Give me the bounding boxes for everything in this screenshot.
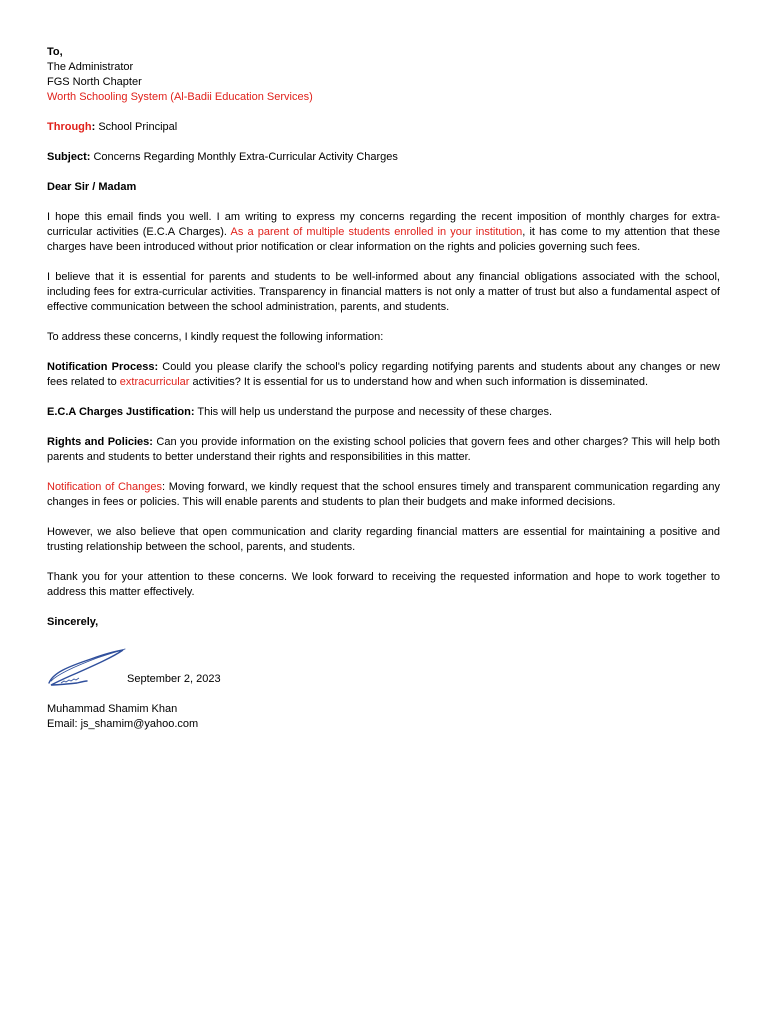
item-notification-changes-text: : Moving forward, we kindly request that the school ensures timely and transparent communication regarding any changes in fees or policies. This will enable parents and students to plan their budgets and make informed decisions.: [47, 481, 721, 508]
item-eca-justification-text: This will help us understand the purpose and necessity of these charges.: [194, 406, 553, 418]
item-notification-changes: [47, 480, 720, 510]
paragraph-request: To address these concerns, I kindly request the following information:: [47, 331, 384, 343]
recipient-address: [47, 45, 720, 105]
signature-row: [47, 645, 720, 691]
paragraph-intro-highlight: As a parent of multiple students enrolled in your institution: [230, 226, 523, 238]
closing: Sincerely,: [47, 616, 99, 628]
item-notification-process-text1: Could you please clarify the school's policy regarding notifying parents and students about any changes or new fees related to: [47, 361, 720, 388]
item-notification-process-text2: activities? It is essential for us to understand how and when such information is disseminated.: [189, 376, 649, 388]
paragraph-intro: [47, 210, 720, 255]
sender-name: Muhammad Shamim Khan: [47, 703, 178, 715]
paragraph-intro-part1: I hope this email finds you well. I am writing to express my concerns regarding the recent imposition of monthly charges for extra-curricular activities (E.C.A Charges).: [47, 211, 720, 238]
item-rights-policies-text: Can you provide information on the existing school policies that govern fees and other charges? This will help both parents and students to better understand their rights and responsibilities in this matter.: [47, 436, 720, 463]
recipient-title: The Administrator: [47, 61, 134, 73]
letter-date: September 2, 2023: [127, 673, 221, 685]
item-notification-process: [47, 360, 720, 390]
salutation: Dear Sir / Madam: [47, 181, 137, 193]
through-line: [47, 120, 720, 135]
to-line: To,: [47, 46, 63, 58]
subject-label: Subject:: [47, 151, 91, 163]
subject-line: [47, 150, 720, 165]
recipient-chapter: FGS North Chapter: [47, 76, 142, 88]
item-eca-justification-label: E.C.A Charges Justification:: [47, 406, 195, 418]
through-value: School Principal: [95, 121, 178, 133]
item-eca-justification: [47, 405, 720, 420]
letter-body: [47, 45, 720, 732]
item-notification-process-highlight: extracurricular: [119, 376, 190, 388]
sender-email: Email: js_shamim@yahoo.com: [47, 718, 199, 730]
signature-image: [47, 645, 127, 691]
paragraph-transparency: I believe that it is essential for parents and students to be well-informed about any financial obligations associated with the school, including fees for extra-curricular activities. Transparency in financial matters is not only a matter of trust but also a fundamental aspect of effective communication between the school administration, parents, and students.: [47, 271, 720, 313]
item-notification-process-label: Notification Process:: [47, 361, 159, 373]
paragraph-intro-part2: , it has come to my attention that these charges have been introduced without prior notification or clear information on the rights and policies governing such fees.: [47, 226, 720, 253]
item-rights-policies: [47, 435, 720, 465]
sender-info: [47, 702, 720, 732]
through-colon: :: [91, 121, 96, 133]
through-label: Through: [47, 121, 92, 133]
paragraph-thanks: Thank you for your attention to these concerns. We look forward to receiving the requested information and hope to work together to address this matter effectively.: [47, 571, 720, 598]
item-rights-policies-label: Rights and Policies:: [47, 436, 153, 448]
item-notification-changes-label: Notification of Changes: [47, 481, 163, 493]
subject-text: Concerns Regarding Monthly Extra-Curricular Activity Charges: [90, 151, 398, 163]
paragraph-relationship: However, we also believe that open communication and clarity regarding financial matters are essential for maintaining a positive and trusting relationship between the school, parents, and students.: [47, 526, 720, 553]
recipient-organization: Worth Schooling System (Al-Badii Education Services): [47, 91, 313, 103]
